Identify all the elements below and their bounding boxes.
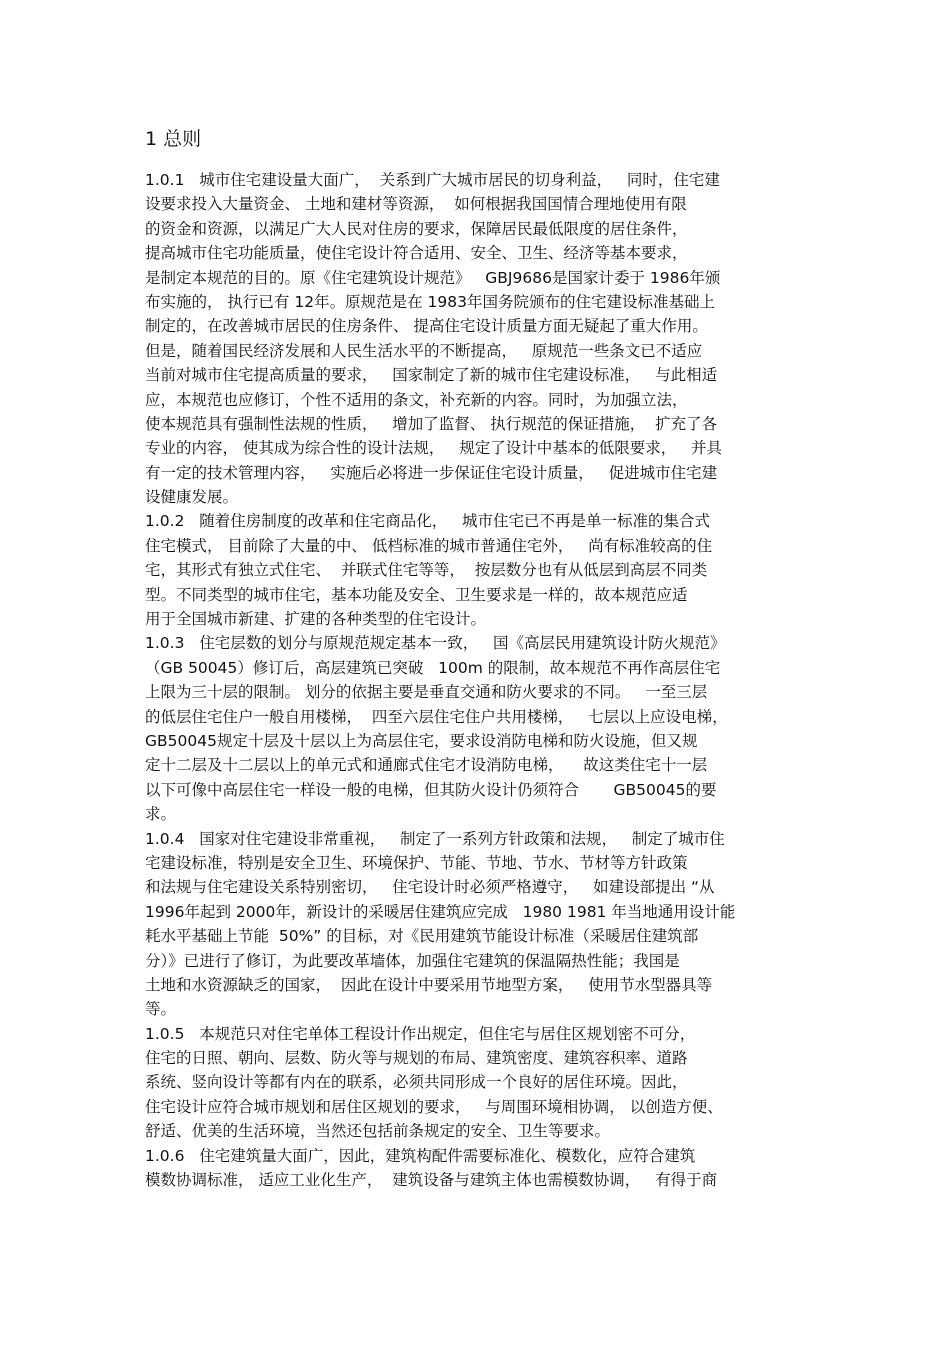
text-line: 1.0.4 国家对住宅建设非常重视， 制定了一系列方针政策和法规， 制定了城市住 (145, 829, 725, 848)
text-line: 等。 (145, 1000, 177, 1019)
text-line: 的资金和资源，以满足广大人民对住房的要求，保障居民最低限度的居住条件， (145, 219, 688, 238)
text-line: 以下可像中高层住宅一样设一般的电梯，但其防火设计仍须符合 GB50045的要 (145, 780, 717, 799)
text-line: （GB 50045）修订后，高层建筑已突破 100m 的限制，故本规范不再作高层住宅 (145, 658, 721, 677)
text-line: 宅，其形式有独立式住宅、 并联式住宅等等， 按层数分也有从低层到高层不同类 (145, 561, 708, 580)
text-line: 舒适、优美的生活环境，当然还包括前条规定的安全、卫生等要求。 (145, 1122, 611, 1141)
text-line: 系统、竖向设计等都有内在的联系，必须共同形成一个良好的居住环境。因此， (145, 1073, 688, 1092)
section-heading: 1 总则 (145, 128, 202, 150)
text-line: 住宅模式， 目前除了大量的中、 低档标准的城市普通住宅外， 尚有标准较高的住 (145, 536, 713, 555)
text-line: 和法规与住宅建设关系特别密切， 住宅设计时必须严格遵守， 如建设部提出 “从 (145, 878, 715, 897)
text-line: 定十二层及十二层以上的单元式和通廊式住宅才设消防电梯， 故这类住宅十一层 (145, 756, 708, 775)
text-line: 有一定的技术管理内容， 实施后必将进一步保证住宅设计质量， 促进城市住宅建 (145, 463, 718, 482)
text-line: 土地和水资源缺乏的国家， 因此在设计中要采用节地型方案， 使用节水型器具等 (145, 975, 713, 994)
text-line: 求。 (145, 805, 177, 824)
text-line: 使本规范具有强制性法规的性质， 增加了监督、 执行规范的保证措施， 扩充了各 (145, 414, 718, 433)
text-line: 设要求投入大量资金、 土地和建材等资源， 如何根据我国国情合理地使用有限 (145, 195, 687, 214)
text-line: 1996年起到 2000年，新设计的采暖居住建筑应完成 1980 1981 年当地通用设计能 (145, 902, 736, 921)
text-line: 布实施的， 执行已有 12年。原规范是在 1983年国务院颁布的住宅建设标准基础上 (145, 292, 715, 311)
text-line: 是制定本规范的目的。原《住宅建筑设计规范》 GBJ9686是国家计委于 1986年颁 (145, 268, 721, 287)
text-line: 分）》已进行了修订，为此要改革墙体，加强住宅建筑的保温隔热性能；我国是 (145, 951, 680, 970)
text-line: 上限为三十层的限制。 划分的依据主要是垂直交通和防火要求的不同。 一至三层 (145, 683, 708, 702)
text-line: 当前对城市住宅提高质量的要求， 国家制定了新的城市住宅建设标准， 与此相适 (145, 366, 718, 385)
text-line: 1.0.5 本规范只对住宅单体工程设计作出规定，但住宅与居住区规划密不可分， (145, 1024, 696, 1043)
text-line: 1.0.3 住宅层数的划分与原规范规定基本一致， 国《高层民用建筑设计防火规范》 (145, 634, 726, 653)
text-line: 1.0.1 城市住宅建设量大面广， 关系到广大城市居民的切身利益， 同时，住宅建 (145, 171, 720, 189)
text-line: 应，本规范也应修订，个性不适用的条文，补充新的内容。同时，为加强立法， (145, 390, 688, 409)
text-line: 提高城市住宅功能质量，使住宅设计符合适用、安全、卫生、经济等基本要求， (145, 244, 688, 263)
text-line: 但是，随着国民经济发展和人民生活水平的不断提高， 原规范一些条文已不适应 (145, 341, 703, 360)
text-line: 1.0.2 随着住房制度的改革和住宅商品化， 城市住宅已不再是单一标准的集合式 (145, 512, 711, 531)
text-line: 住宅的日照、朝向、层数、防火等与规划的布局、建筑密度、建筑容积率、道路 (145, 1049, 688, 1068)
text-line: 模数协调标准， 适应工业化生产， 建筑设备与建筑主体也需模数协调， 有得于商 (145, 1171, 718, 1190)
section-body (145, 168, 810, 1192)
text-line: 设健康发展。 (145, 488, 239, 507)
text-line: GB50045规定十层及十层以上为高层住宅，要求设消防电梯和防火设施，但又规 (145, 731, 698, 750)
text-line: 耗水平基础上节能 50%” 的目标，对《民用建筑节能设计标准（采暖居住建筑部 (145, 927, 699, 946)
text-line: 1.0.6 住宅建筑量大面广，因此，建筑构配件需要标准化、模数化，应符合建筑 (145, 1146, 696, 1165)
text-line: 制定的，在改善城市居民的住房条件、 提高住宅设计质量方面无疑起了重大作用。 (145, 317, 708, 336)
text-line: 住宅设计应符合城市规划和居住区规划的要求， 与周围环境相协调， 以创造方便、 (145, 1097, 723, 1116)
text-line: 宅建设标准，特别是安全卫生、环境保护、节能、节地、节水、节材等方针政策 (145, 853, 688, 872)
text-line: 型。不同类型的城市住宅，基本功能及安全、卫生要求是一样的，故本规范应适 (145, 585, 688, 604)
text-line: 专业的内容， 使其成为综合性的设计法规， 规定了设计中基本的低限要求， 并具 (145, 439, 722, 458)
text-line: 的低层住宅住户一般自用楼梯， 四至六层住宅住户共用楼梯， 七层以上应设电梯， (145, 707, 728, 726)
text-line: 用于全国城市新建、扩建的各种类型的住宅设计。 (145, 610, 487, 629)
